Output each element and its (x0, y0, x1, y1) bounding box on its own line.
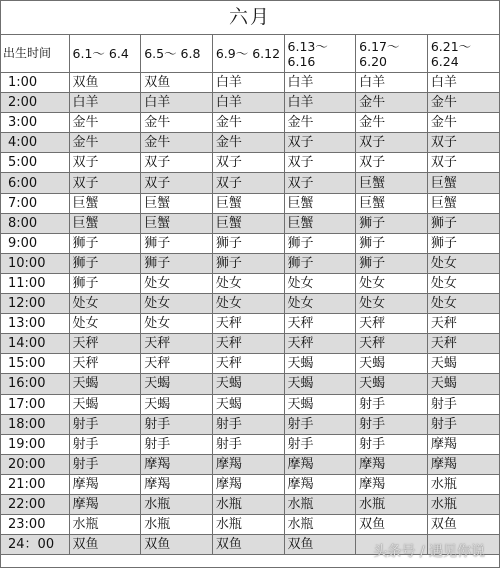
zodiac-sign-cell: 处女 (69, 314, 141, 334)
table-row (1, 354, 499, 374)
zodiac-sign-cell: 处女 (141, 294, 213, 314)
zodiac-sign-cell: 巨蟹 (284, 193, 356, 213)
table-row (1, 113, 499, 133)
zodiac-sign-cell: 处女 (284, 273, 356, 293)
birth-time-cell: 5:00 (1, 153, 69, 173)
zodiac-sign-cell: 金牛 (141, 113, 213, 133)
zodiac-sign-cell: 处女 (284, 294, 356, 314)
birth-time-cell: 6:00 (1, 173, 69, 193)
zodiac-sign-cell: 天蝎 (141, 374, 213, 394)
header-date-range: 6.5～ 6.8 (141, 35, 213, 73)
birth-time-cell: 10:00 (1, 253, 69, 273)
zodiac-sign-cell: 处女 (427, 294, 499, 314)
birth-time-cell: 19:00 (1, 434, 69, 454)
zodiac-sign-cell: 摩羯 (284, 454, 356, 474)
table-row (1, 494, 499, 514)
zodiac-sign-cell: 双子 (69, 153, 141, 173)
birth-time-cell: 8:00 (1, 213, 69, 233)
zodiac-sign-cell: 金牛 (69, 133, 141, 153)
zodiac-sign-cell: 处女 (427, 253, 499, 273)
zodiac-sign-cell: 狮子 (141, 253, 213, 273)
zodiac-sign-cell: 射手 (212, 434, 284, 454)
zodiac-sign-cell: 摩羯 (356, 474, 428, 494)
zodiac-sign-cell: 狮子 (212, 233, 284, 253)
zodiac-sign-cell: 天秤 (284, 334, 356, 354)
zodiac-sign-cell: 水瓶 (427, 474, 499, 494)
zodiac-sign-cell: 处女 (427, 273, 499, 293)
zodiac-sign-cell: 巨蟹 (284, 213, 356, 233)
zodiac-sign-cell: 双子 (284, 153, 356, 173)
zodiac-sign-cell: 金牛 (69, 113, 141, 133)
zodiac-sign-cell: 金牛 (427, 93, 499, 113)
zodiac-sign-cell (427, 535, 499, 555)
zodiac-sign-cell: 射手 (212, 414, 284, 434)
zodiac-sign-cell: 天蝎 (284, 374, 356, 394)
zodiac-sign-cell: 天蝎 (427, 354, 499, 374)
birth-time-cell: 4:00 (1, 133, 69, 153)
zodiac-sign-cell: 天蝎 (69, 394, 141, 414)
zodiac-sign-cell: 水瓶 (141, 494, 213, 514)
zodiac-sign-cell: 巨蟹 (212, 193, 284, 213)
zodiac-sign-cell: 天秤 (427, 334, 499, 354)
table-body (1, 73, 499, 555)
zodiac-sign-cell: 水瓶 (356, 494, 428, 514)
zodiac-sign-cell: 处女 (141, 273, 213, 293)
zodiac-sign-cell: 双鱼 (141, 535, 213, 555)
zodiac-sign-cell: 处女 (69, 294, 141, 314)
table-header (1, 35, 499, 73)
zodiac-sign-cell: 摩羯 (69, 494, 141, 514)
zodiac-sign-cell: 射手 (427, 414, 499, 434)
birth-time-cell: 12:00 (1, 294, 69, 314)
birth-time-cell: 20:00 (1, 454, 69, 474)
zodiac-sign-cell: 天秤 (141, 354, 213, 374)
zodiac-sign-cell: 天秤 (284, 314, 356, 334)
table-row (1, 414, 499, 434)
zodiac-sign-cell: 巨蟹 (69, 193, 141, 213)
zodiac-sign-cell: 射手 (284, 414, 356, 434)
birth-time-cell: 13:00 (1, 314, 69, 334)
zodiac-sign-cell: 天蝎 (427, 374, 499, 394)
table-row (1, 434, 499, 454)
zodiac-sign-cell: 天秤 (212, 314, 284, 334)
zodiac-sign-cell: 狮子 (69, 233, 141, 253)
zodiac-sign-cell: 双子 (69, 173, 141, 193)
zodiac-sign-cell: 摩羯 (212, 474, 284, 494)
table-row (1, 133, 499, 153)
birth-time-cell: 18:00 (1, 414, 69, 434)
zodiac-sign-cell: 天蝎 (356, 354, 428, 374)
zodiac-sign-cell: 射手 (356, 414, 428, 434)
zodiac-sign-cell: 狮子 (69, 253, 141, 273)
watermark-text: 头条号 / 遇见你说 (373, 544, 485, 560)
zodiac-sign-cell: 巨蟹 (356, 193, 428, 213)
zodiac-sign-cell: 天蝎 (284, 354, 356, 374)
zodiac-sign-cell: 双子 (356, 133, 428, 153)
zodiac-sign-cell: 双子 (284, 133, 356, 153)
zodiac-sign-cell: 双鱼 (69, 535, 141, 555)
birth-time-cell: 21:00 (1, 474, 69, 494)
zodiac-sign-cell: 摩羯 (284, 474, 356, 494)
zodiac-sign-cell: 白羊 (356, 73, 428, 93)
zodiac-sign-cell: 狮子 (141, 233, 213, 253)
birth-time-cell: 11:00 (1, 273, 69, 293)
zodiac-sign-cell: 射手 (141, 434, 213, 454)
table-row (1, 153, 499, 173)
zodiac-sign-cell: 双鱼 (356, 515, 428, 535)
zodiac-sign-cell: 摩羯 (356, 454, 428, 474)
zodiac-sign-cell: 水瓶 (69, 515, 141, 535)
header-birth-time: 出生时间 (1, 35, 69, 73)
zodiac-sign-cell: 巨蟹 (356, 173, 428, 193)
birth-time-cell: 16:00 (1, 374, 69, 394)
zodiac-sign-cell: 天秤 (427, 314, 499, 334)
zodiac-sign-cell: 摩羯 (427, 434, 499, 454)
zodiac-sign-cell: 天蝎 (356, 374, 428, 394)
birth-time-cell: 2:00 (1, 93, 69, 113)
header-date-range: 6.13～ 6.16 (284, 35, 356, 73)
zodiac-sign-cell: 处女 (141, 314, 213, 334)
header-date-range: 6.21～ 6.24 (427, 35, 499, 73)
zodiac-sign-cell: 双子 (141, 173, 213, 193)
zodiac-sign-cell: 双子 (212, 153, 284, 173)
zodiac-sign-cell: 双子 (427, 153, 499, 173)
zodiac-sign-cell: 巨蟹 (427, 173, 499, 193)
zodiac-sign-cell: 狮子 (427, 213, 499, 233)
zodiac-sign-cell: 水瓶 (141, 515, 213, 535)
table-row (1, 474, 499, 494)
zodiac-sign-cell: 射手 (69, 454, 141, 474)
zodiac-sign-cell: 白羊 (284, 93, 356, 113)
zodiac-sign-cell: 白羊 (212, 73, 284, 93)
table-row (1, 213, 499, 233)
zodiac-sign-cell: 白羊 (69, 93, 141, 113)
zodiac-sign-cell: 金牛 (356, 113, 428, 133)
zodiac-sign-cell: 天蝎 (284, 394, 356, 414)
zodiac-sign-cell: 白羊 (427, 73, 499, 93)
zodiac-sign-cell: 摩羯 (212, 454, 284, 474)
table-row (1, 193, 499, 213)
zodiac-sign-cell: 双子 (141, 153, 213, 173)
zodiac-sign-cell: 狮子 (284, 253, 356, 273)
zodiac-sign-cell: 巨蟹 (141, 213, 213, 233)
zodiac-sign-cell: 双子 (356, 153, 428, 173)
zodiac-sign-cell: 狮子 (356, 213, 428, 233)
zodiac-sign-cell: 双鱼 (212, 535, 284, 555)
zodiac-sign-cell: 天蝎 (141, 394, 213, 414)
zodiac-sign-cell: 射手 (356, 394, 428, 414)
zodiac-sign-cell: 天蝎 (212, 374, 284, 394)
zodiac-sign-cell: 处女 (212, 273, 284, 293)
zodiac-sign-cell: 摩羯 (69, 474, 141, 494)
table-row (1, 394, 499, 414)
zodiac-sign-cell: 水瓶 (284, 494, 356, 514)
zodiac-sign-cell: 巨蟹 (141, 193, 213, 213)
zodiac-sign-cell: 狮子 (356, 233, 428, 253)
zodiac-sign-cell: 金牛 (212, 113, 284, 133)
zodiac-sign-cell: 双鱼 (427, 515, 499, 535)
birth-time-cell: 24：00 (1, 535, 69, 555)
birth-time-cell: 14:00 (1, 334, 69, 354)
zodiac-sign-cell: 狮子 (356, 253, 428, 273)
zodiac-sign-cell: 狮子 (69, 273, 141, 293)
zodiac-sign-cell: 金牛 (284, 113, 356, 133)
zodiac-sign-cell: 双子 (427, 133, 499, 153)
zodiac-sign-cell: 射手 (69, 414, 141, 434)
table-row (1, 454, 499, 474)
zodiac-sign-cell: 处女 (212, 294, 284, 314)
zodiac-sign-cell: 天蝎 (212, 394, 284, 414)
zodiac-sign-cell: 天秤 (212, 334, 284, 354)
table-row (1, 294, 499, 314)
zodiac-sign-cell: 巨蟹 (427, 193, 499, 213)
zodiac-sign-cell: 金牛 (141, 133, 213, 153)
zodiac-sign-cell: 双子 (212, 173, 284, 193)
month-title: 六月 (1, 1, 499, 35)
table-row (1, 535, 499, 555)
zodiac-sign-cell: 白羊 (212, 93, 284, 113)
zodiac-sign-cell: 天秤 (356, 314, 428, 334)
table-row (1, 93, 499, 113)
zodiac-sign-cell: 天秤 (69, 354, 141, 374)
zodiac-sign-cell: 摩羯 (141, 474, 213, 494)
header-row (1, 35, 499, 73)
birth-time-cell: 22:00 (1, 494, 69, 514)
zodiac-sign-cell: 射手 (427, 394, 499, 414)
zodiac-sign-cell: 白羊 (284, 73, 356, 93)
zodiac-sign-cell: 水瓶 (427, 494, 499, 514)
table-row (1, 314, 499, 334)
zodiac-sign-cell: 摩羯 (141, 454, 213, 474)
birth-time-cell: 15:00 (1, 354, 69, 374)
birth-time-cell: 17:00 (1, 394, 69, 414)
table-row (1, 173, 499, 193)
zodiac-sign-cell: 天秤 (356, 334, 428, 354)
birth-time-cell: 9:00 (1, 233, 69, 253)
zodiac-sign-cell: 射手 (69, 434, 141, 454)
zodiac-sign-cell: 天秤 (141, 334, 213, 354)
zodiac-sign-cell (356, 535, 428, 555)
zodiac-sign-cell: 水瓶 (212, 515, 284, 535)
zodiac-sign-cell: 射手 (356, 434, 428, 454)
zodiac-table (1, 35, 499, 555)
zodiac-sign-cell: 金牛 (212, 133, 284, 153)
header-date-range: 6.9～ 6.12 (212, 35, 284, 73)
zodiac-sign-cell: 水瓶 (212, 494, 284, 514)
zodiac-sign-cell: 双鱼 (141, 73, 213, 93)
birth-time-cell: 7:00 (1, 193, 69, 213)
zodiac-sign-cell: 狮子 (427, 233, 499, 253)
birth-time-cell: 1:00 (1, 73, 69, 93)
zodiac-sign-cell: 双子 (284, 173, 356, 193)
table-row (1, 253, 499, 273)
zodiac-sign-cell: 摩羯 (427, 454, 499, 474)
table-row (1, 374, 499, 394)
zodiac-sign-cell: 天秤 (212, 354, 284, 374)
zodiac-sign-cell: 处女 (356, 273, 428, 293)
zodiac-sign-cell: 狮子 (212, 253, 284, 273)
header-date-range: 6.17～6.20 (356, 35, 428, 73)
table-row (1, 233, 499, 253)
zodiac-sign-cell: 处女 (356, 294, 428, 314)
table-row (1, 73, 499, 93)
birth-time-cell: 23:00 (1, 515, 69, 535)
zodiac-sign-cell: 水瓶 (284, 515, 356, 535)
zodiac-sign-cell: 双鱼 (69, 73, 141, 93)
zodiac-sign-cell: 巨蟹 (212, 213, 284, 233)
table-row (1, 334, 499, 354)
zodiac-sign-cell: 天秤 (69, 334, 141, 354)
header-date-range: 6.1～ 6.4 (69, 35, 141, 73)
table-row (1, 515, 499, 535)
zodiac-sign-cell: 双鱼 (284, 535, 356, 555)
zodiac-sign-cell: 狮子 (284, 233, 356, 253)
zodiac-sign-cell: 白羊 (141, 93, 213, 113)
table-row (1, 273, 499, 293)
zodiac-sign-cell: 金牛 (427, 113, 499, 133)
zodiac-sign-cell: 巨蟹 (69, 213, 141, 233)
zodiac-sign-cell: 射手 (141, 414, 213, 434)
zodiac-sign-cell: 金牛 (356, 93, 428, 113)
zodiac-sign-cell: 天蝎 (69, 374, 141, 394)
zodiac-sign-cell: 射手 (284, 434, 356, 454)
birth-time-cell: 3:00 (1, 113, 69, 133)
